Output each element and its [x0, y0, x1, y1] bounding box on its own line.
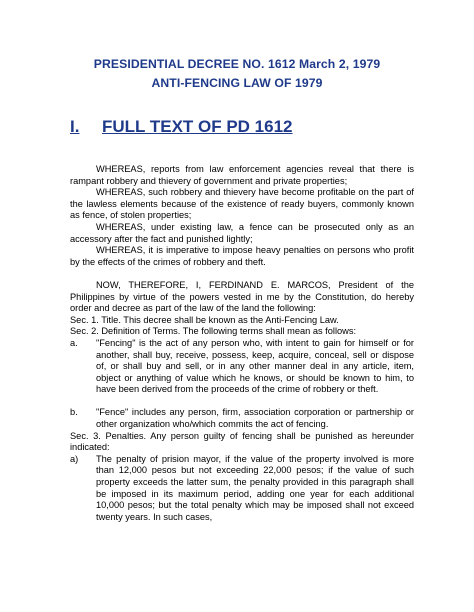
item-label: a): [70, 453, 79, 464]
enacting-clause: NOW, THEREFORE, I, FERDINAND E. MARCOS, President of the Philippines by virtue of the powers vested in me by the Constitution, do hereby order and decree as part of the law of the land the following:: [70, 279, 414, 314]
item-label: b.: [70, 407, 78, 418]
section-3-penalties: Sec. 3. Penalties. Any person guilty of fencing shall be punished as hereunder indicated:: [70, 430, 414, 453]
section-heading: [70, 117, 293, 137]
item-text: "Fence" includes any person, firm, association corporation or partnership or other organization who/which commits the act of fencing.: [96, 407, 414, 430]
document-subtitle: ANTI-FENCING LAW OF 1979: [151, 76, 323, 90]
item-text: The penalty of prision mayor, if the value of the property involved is more than 12,000 pesos but not exceeding 22,000 pesos; if the value of such property exceeds the latter sum, the penalty provided in this paragraph shall be imposed in its maximum period, adding one year for each additional 10,000 pesos; but the total penalty which may be imposed shall not exceed twenty years. In such cases,: [96, 453, 414, 522]
item-label: a.: [70, 337, 78, 348]
definition-fencing: [70, 338, 414, 396]
section-2-definitions: Sec. 2. Definition of Terms. The following terms shall mean as follows:: [70, 326, 357, 337]
section-title: FULL TEXT OF PD 1612: [102, 117, 293, 136]
whereas-paragraph: WHEREAS, such robbery and thievery have become profitable on the part of the lawless elements because of the existence of ready buyers, commonly known as fence, of stolen properties;: [70, 187, 414, 221]
document-body: [70, 164, 414, 523]
penalty-item-a: [70, 454, 414, 524]
whereas-paragraph: WHEREAS, it is imperative to impose heavy penalties on persons who profit by the effects of the crimes of robbery and theft.: [70, 245, 414, 267]
definition-fence: [70, 407, 414, 430]
section-1-title: Sec. 1. Title. This decree shall be known as the Anti-Fencing Law.: [70, 314, 339, 325]
document-title: PRESIDENTIAL DECREE NO. 1612 March 2, 1979: [93, 57, 381, 71]
section-number: I.: [70, 117, 80, 136]
whereas-paragraph: WHEREAS, under existing law, a fence can be prosecuted only as an accessory after the fact and punished lightly;: [70, 221, 414, 244]
whereas-paragraph: WHEREAS, reports from law enforcement agencies reveal that there is rampant robbery and thievery of government and private properties;: [70, 164, 414, 186]
item-text: "Fencing" is the act of any person who, with intent to gain for himself or for another, shall buy, receive, possess, keep, acquire, conceal, sell or dispose of, or shall buy and sell, or in any other manner deal in any article, item, object or anything of value which he knows, or should be known to him, to have been derived from the proceeds of the crime of robbery or theft.: [96, 337, 414, 395]
